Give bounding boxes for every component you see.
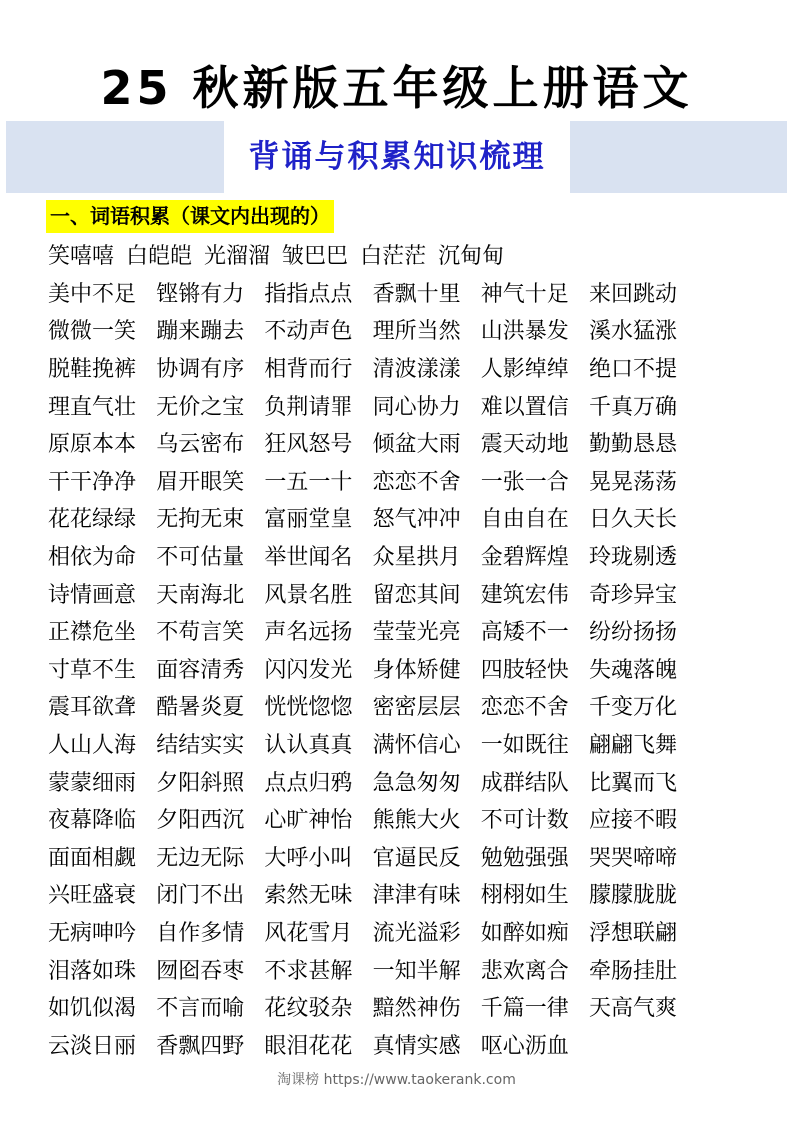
word-item: 不求甚解 <box>264 958 353 984</box>
word-item: 震耳欲聋 <box>48 695 137 721</box>
word-item: 日久天长 <box>588 507 677 533</box>
word-item: 不动声色 <box>264 319 353 345</box>
word-row <box>48 875 748 913</box>
word-item: 风景名胜 <box>264 582 353 608</box>
word-item: 勉勉强强 <box>480 845 569 871</box>
word-item: 失魂落魄 <box>588 657 677 683</box>
word-item: 皱巴巴 <box>282 244 349 270</box>
word-item: 负荆请罪 <box>264 394 353 420</box>
word-item: 如醉如痴 <box>480 920 569 946</box>
word-item: 白茫茫 <box>360 244 427 270</box>
word-item: 心旷神怡 <box>264 808 353 834</box>
word-item: 不言而喻 <box>156 996 245 1022</box>
word-item: 千真万确 <box>588 394 677 420</box>
word-item: 泪落如珠 <box>48 958 137 984</box>
word-item: 浮想联翩 <box>588 920 677 946</box>
word-row <box>48 499 748 537</box>
word-row <box>48 800 748 838</box>
word-item: 自由自在 <box>480 507 569 533</box>
word-item: 富丽堂皇 <box>264 507 353 533</box>
word-list <box>48 236 748 1063</box>
word-item: 笑嘻嘻 <box>48 244 115 270</box>
word-row <box>48 424 748 462</box>
word-row <box>48 236 748 274</box>
word-item: 身体矫健 <box>372 657 461 683</box>
word-item: 同心协力 <box>372 394 461 420</box>
word-row <box>48 574 748 612</box>
word-item: 相依为命 <box>48 545 137 571</box>
word-item: 夕阳西沉 <box>156 808 245 834</box>
word-item: 无边无际 <box>156 845 245 871</box>
word-item: 哭哭啼啼 <box>588 845 677 871</box>
word-item: 闭门不出 <box>156 883 245 909</box>
word-item: 倾盆大雨 <box>372 432 461 458</box>
word-item: 不可估量 <box>156 545 245 571</box>
word-item: 指指点点 <box>264 281 353 307</box>
word-item: 点点归鸦 <box>264 770 353 796</box>
word-item: 一如既往 <box>480 733 569 759</box>
word-item: 无价之宝 <box>156 394 245 420</box>
word-item: 建筑宏伟 <box>480 582 569 608</box>
word-item: 千篇一律 <box>480 996 569 1022</box>
word-item: 结结实实 <box>156 733 245 759</box>
word-item: 云淡日丽 <box>48 1033 137 1059</box>
word-item: 蒙蒙细雨 <box>48 770 137 796</box>
word-item: 风花雪月 <box>264 920 353 946</box>
word-item: 一知半解 <box>372 958 461 984</box>
word-row <box>48 274 748 312</box>
word-item: 真情实感 <box>372 1033 461 1059</box>
word-item: 津津有味 <box>372 883 461 909</box>
word-item: 恋恋不舍 <box>480 695 569 721</box>
word-row <box>48 462 748 500</box>
word-item: 光溜溜 <box>204 244 271 270</box>
word-item: 理直气壮 <box>48 394 137 420</box>
word-item: 面面相觑 <box>48 845 137 871</box>
word-item: 乌云密布 <box>156 432 245 458</box>
word-item: 比翼而飞 <box>588 770 677 796</box>
word-item: 认认真真 <box>264 733 353 759</box>
word-row <box>48 386 748 424</box>
word-item: 黯然神伤 <box>372 996 461 1022</box>
word-item: 朦朦胧胧 <box>588 883 677 909</box>
word-item: 花纹驳杂 <box>264 996 353 1022</box>
word-row <box>48 838 748 876</box>
word-item: 密密层层 <box>372 695 461 721</box>
word-item: 不可计数 <box>480 808 569 834</box>
word-item: 官逼民反 <box>372 845 461 871</box>
word-item: 无拘无束 <box>156 507 245 533</box>
word-item: 协调有序 <box>156 357 245 383</box>
word-item: 囫囵吞枣 <box>156 958 245 984</box>
word-item: 高矮不一 <box>480 620 569 646</box>
section-heading: 一、词语积累（课文内出现的） <box>46 200 334 233</box>
word-item: 成群结队 <box>480 770 569 796</box>
word-item: 栩栩如生 <box>480 883 569 909</box>
word-item: 如饥似渴 <box>48 996 137 1022</box>
word-item: 声名远扬 <box>264 620 353 646</box>
word-item: 一张一合 <box>480 469 569 495</box>
word-item: 不苟言笑 <box>156 620 245 646</box>
word-item: 勤勤恳恳 <box>588 432 677 458</box>
word-item: 怒气冲冲 <box>372 507 461 533</box>
word-item: 香飘十里 <box>372 281 461 307</box>
word-row <box>48 913 748 951</box>
word-item: 索然无味 <box>264 883 353 909</box>
word-item: 呕心沥血 <box>480 1033 569 1059</box>
word-item: 正襟危坐 <box>48 620 137 646</box>
word-item: 翩翩飞舞 <box>588 733 677 759</box>
word-item: 绝口不提 <box>588 357 677 383</box>
word-item: 神气十足 <box>480 281 569 307</box>
word-item: 天高气爽 <box>588 996 677 1022</box>
word-item: 熊熊大火 <box>372 808 461 834</box>
subtitle: 背诵与积累知识梳理 <box>248 139 546 175</box>
word-row <box>48 950 748 988</box>
word-item: 清波漾漾 <box>372 357 461 383</box>
word-item: 白皑皑 <box>126 244 193 270</box>
word-item: 兴旺盛衰 <box>48 883 137 909</box>
word-row <box>48 537 748 575</box>
word-item: 山洪暴发 <box>480 319 569 345</box>
word-item: 微微一笑 <box>48 319 137 345</box>
word-item: 自作多情 <box>156 920 245 946</box>
word-item: 晃晃荡荡 <box>588 469 677 495</box>
word-item: 铿锵有力 <box>156 281 245 307</box>
word-item: 花花绿绿 <box>48 507 137 533</box>
word-item: 莹莹光亮 <box>372 620 461 646</box>
word-row <box>48 1025 748 1063</box>
word-item: 恍恍惚惚 <box>264 695 353 721</box>
word-item: 留恋其间 <box>372 582 461 608</box>
word-row <box>48 349 748 387</box>
word-item: 人影绰绰 <box>480 357 569 383</box>
word-item: 纷纷扬扬 <box>588 620 677 646</box>
word-item: 大呼小叫 <box>264 845 353 871</box>
word-item: 牵肠挂肚 <box>588 958 677 984</box>
word-item: 沉甸甸 <box>438 244 505 270</box>
word-item: 金碧辉煌 <box>480 545 569 571</box>
word-item: 香飘四野 <box>156 1033 245 1059</box>
word-item: 诗情画意 <box>48 582 137 608</box>
word-item: 一五一十 <box>264 469 353 495</box>
word-item: 千变万化 <box>588 695 677 721</box>
word-row <box>48 988 748 1026</box>
word-item: 原原本本 <box>48 432 137 458</box>
page-title: 25 秋新版五年级上册语文 <box>100 61 693 115</box>
word-item: 震天动地 <box>480 432 569 458</box>
word-item: 难以置信 <box>480 394 569 420</box>
word-item: 四肢轻快 <box>480 657 569 683</box>
word-item: 玲珑剔透 <box>588 545 677 571</box>
word-row <box>48 650 748 688</box>
word-item: 急急匆匆 <box>372 770 461 796</box>
word-item: 酷暑炎夏 <box>156 695 245 721</box>
word-item: 美中不足 <box>48 281 137 307</box>
word-item: 寸草不生 <box>48 657 137 683</box>
word-item: 相背而行 <box>264 357 353 383</box>
word-item: 来回跳动 <box>588 281 677 307</box>
word-row <box>48 612 748 650</box>
word-row <box>48 687 748 725</box>
word-item: 溪水猛涨 <box>588 319 677 345</box>
word-item: 奇珍异宝 <box>588 582 677 608</box>
word-item: 应接不暇 <box>588 808 677 834</box>
word-item: 满怀信心 <box>372 733 461 759</box>
word-row <box>48 762 748 800</box>
word-item: 恋恋不舍 <box>372 469 461 495</box>
word-item: 脱鞋挽裤 <box>48 357 137 383</box>
word-item: 眉开眼笑 <box>156 469 245 495</box>
word-item: 天南海北 <box>156 582 245 608</box>
word-item: 无病呻吟 <box>48 920 137 946</box>
word-item: 干干净净 <box>48 469 137 495</box>
word-item: 闪闪发光 <box>264 657 353 683</box>
footer-watermark: 淘课榜 https://www.taokerank.com <box>277 1072 516 1088</box>
word-row <box>48 725 748 763</box>
word-item: 夕阳斜照 <box>156 770 245 796</box>
word-item: 眼泪花花 <box>264 1033 353 1059</box>
word-item: 举世闻名 <box>264 545 353 571</box>
word-item: 夜幕降临 <box>48 808 137 834</box>
word-item: 众星拱月 <box>372 545 461 571</box>
word-item: 面容清秀 <box>156 657 245 683</box>
word-item: 悲欢离合 <box>480 958 569 984</box>
word-item: 蹦来蹦去 <box>156 319 245 345</box>
word-item: 狂风怒号 <box>264 432 353 458</box>
word-item: 人山人海 <box>48 733 137 759</box>
word-row <box>48 311 748 349</box>
word-item: 理所当然 <box>372 319 461 345</box>
word-item: 流光溢彩 <box>372 920 461 946</box>
